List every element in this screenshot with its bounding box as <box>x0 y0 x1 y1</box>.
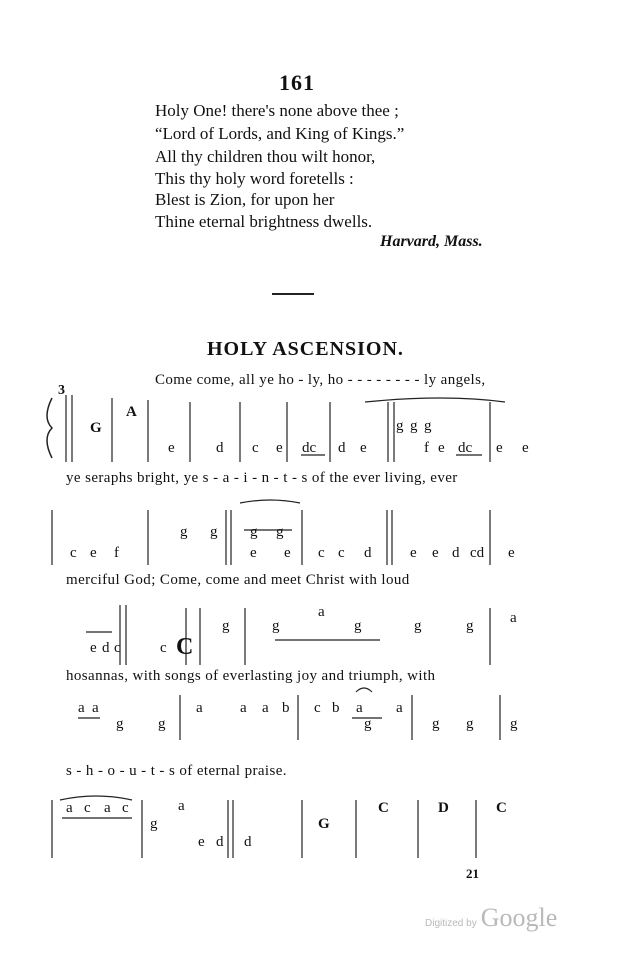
signature-number: 21 <box>466 866 479 881</box>
note: e <box>360 440 367 456</box>
note: G <box>318 816 330 832</box>
note: e <box>410 545 417 561</box>
watermark-caption: Digitized by <box>425 918 477 929</box>
lyric-line: s - h - o - u - t - s of eternal praise. <box>66 763 287 779</box>
note: d <box>244 834 252 850</box>
note: e <box>90 640 97 656</box>
note: g <box>272 618 280 634</box>
note: e <box>198 834 205 850</box>
note: g <box>364 716 372 732</box>
lyric-line: Come come, all ye ho - ly, ho - - - - - - - - ly angels, <box>155 372 486 388</box>
note: dc <box>302 440 317 456</box>
note: a <box>318 604 325 620</box>
poem-line: “Lord of Lords, and King of Kings.” <box>155 124 405 143</box>
note: g <box>354 618 362 634</box>
note: e <box>168 440 175 456</box>
note: b <box>282 700 290 716</box>
note: d <box>338 440 346 456</box>
note: D <box>438 800 449 816</box>
measure-number: 3 <box>58 383 65 398</box>
note: c <box>70 545 77 561</box>
poem-line: Holy One! there's none above thee ; <box>155 101 399 120</box>
note: g <box>158 716 166 732</box>
note: a <box>510 610 517 626</box>
note: c <box>318 545 325 561</box>
note: A <box>126 404 137 420</box>
note: c <box>314 700 321 716</box>
note: g <box>150 816 158 832</box>
note: a <box>92 700 99 716</box>
note: G <box>90 420 102 436</box>
note: g <box>410 418 418 434</box>
note: a <box>104 800 111 816</box>
hymn-title: HOLY ASCENSION. <box>207 338 404 360</box>
note: g <box>276 524 284 540</box>
note: e <box>250 545 257 561</box>
note: e <box>432 545 439 561</box>
note: g <box>466 618 474 634</box>
note: d <box>216 834 224 850</box>
note: d <box>364 545 372 561</box>
note: g <box>510 716 518 732</box>
note: d <box>452 545 460 561</box>
note: C <box>176 634 194 660</box>
note: a <box>78 700 85 716</box>
note: a <box>262 700 269 716</box>
note: a <box>66 800 73 816</box>
note: g <box>250 524 258 540</box>
note: f <box>424 440 429 456</box>
note: a <box>196 700 203 716</box>
lyric-line: merciful God; Come, come and meet Christ with loud <box>66 572 410 588</box>
note: g <box>396 418 404 434</box>
note: g <box>180 524 188 540</box>
note: c <box>84 800 91 816</box>
poem-line: Thine eternal brightness dwells. <box>155 212 373 231</box>
poem-line: This thy holy word foretells : <box>155 169 354 188</box>
note: a <box>240 700 247 716</box>
note: g <box>424 418 432 434</box>
note: a <box>396 700 403 716</box>
note: c <box>252 440 259 456</box>
note: e <box>438 440 445 456</box>
note: e <box>284 545 291 561</box>
page-number: 161 <box>279 70 315 95</box>
note: c <box>338 545 345 561</box>
note: cd <box>470 545 485 561</box>
poem-line: All thy children thou wilt honor, <box>155 147 376 166</box>
note: g <box>414 618 422 634</box>
note: g <box>466 716 474 732</box>
note: a <box>178 798 185 814</box>
digitization-watermark <box>425 903 557 933</box>
note: d <box>216 440 224 456</box>
note: c <box>122 800 129 816</box>
note: e <box>90 545 97 561</box>
note: e <box>508 545 515 561</box>
note: e <box>276 440 283 456</box>
note: g <box>210 524 218 540</box>
note: e <box>496 440 503 456</box>
note: e <box>522 440 529 456</box>
note: c <box>114 640 121 656</box>
poem-line: Blest is Zion, for upon her <box>155 190 335 209</box>
note: g <box>222 618 230 634</box>
note: d <box>102 640 110 656</box>
note: a <box>356 700 363 716</box>
note: dc <box>458 440 473 456</box>
note: c <box>160 640 167 656</box>
note: g <box>116 716 124 732</box>
note: b <box>332 700 340 716</box>
note: g <box>432 716 440 732</box>
note: C <box>378 800 389 816</box>
note: C <box>496 800 507 816</box>
lyric-line: ye seraphs bright, ye s - a - i - n - t - s of the ever living, ever <box>66 470 458 486</box>
google-logo: Google <box>480 903 558 932</box>
note: f <box>114 545 119 561</box>
lyric-line: hosannas, with songs of everlasting joy and triumph, with <box>66 668 436 684</box>
poem-author: Harvard, Mass. <box>380 233 483 250</box>
